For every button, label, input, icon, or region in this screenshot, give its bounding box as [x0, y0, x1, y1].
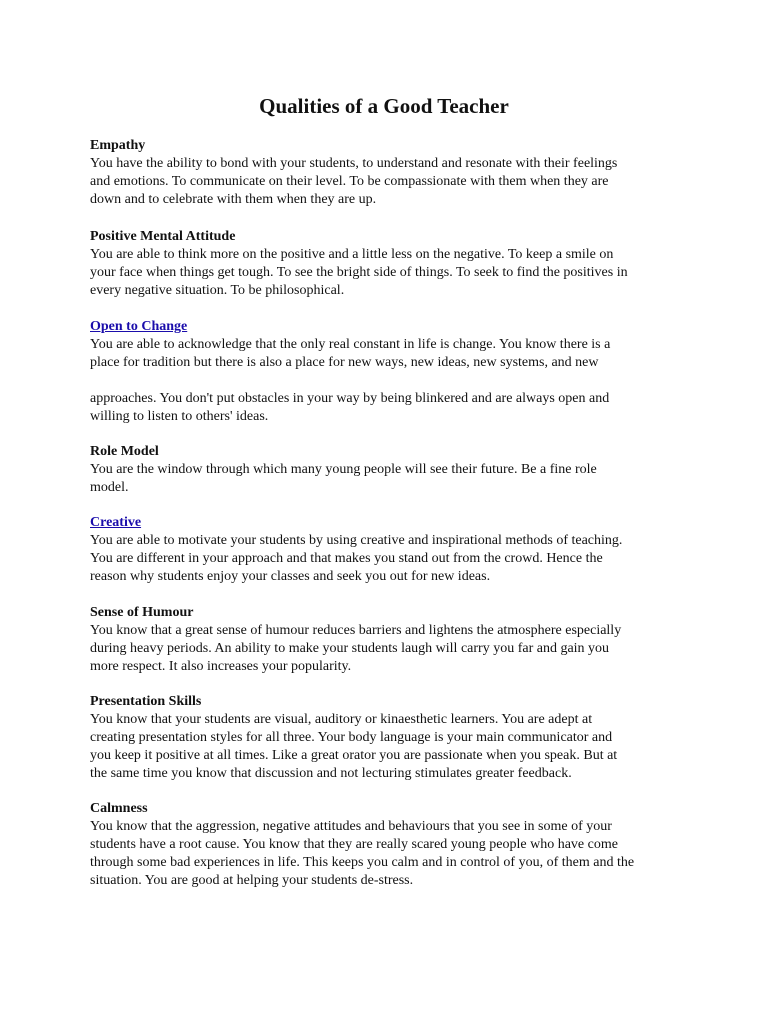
open-to-change-link[interactable]: Open to Change [90, 319, 188, 334]
body-line: every negative situation. To be philosophical. [90, 283, 345, 298]
body-line: You have the ability to bond with your students, to understand and resonate with their feelings [90, 156, 618, 171]
body-line: You know that a great sense of humour reduces barriers and lightens the atmosphere especially [90, 623, 622, 638]
body-line: creating presentation styles for all three. Your body language is your main communicator and [90, 730, 613, 745]
body-line: You are different in your approach and that makes you stand out from the crowd. Hence the [90, 551, 603, 566]
section-heading-presentation-skills: Presentation Skills [90, 694, 202, 709]
body-line: approaches. You don't put obstacles in your way by being blinkered and are always open and [90, 391, 610, 406]
section-presentation-skills [90, 693, 690, 783]
page-title: Qualities of a Good Teacher [259, 94, 509, 118]
body-line: place for tradition but there is also a place for new ways, new ideas, new systems, and new [90, 355, 599, 370]
body-line: and emotions. To communicate on their level. To be compassionate with them when they are [90, 174, 609, 189]
section-heading-calmness: Calmness [90, 801, 148, 816]
creative-link[interactable]: Creative [90, 515, 142, 530]
body-line: You know that the aggression, negative attitudes and behaviours that you see in some of your [90, 819, 612, 834]
body-line: you keep it positive at all times. Like a great orator you are passionate when you speak. But at [90, 748, 618, 763]
section-heading-positive-mental-attitude: Positive Mental Attitude [90, 229, 236, 244]
body-line: more respect. It also increases your popularity. [90, 659, 352, 674]
section-open-to-change [90, 318, 690, 426]
body-line: You are the window through which many young people will see their future. Be a fine role [90, 462, 597, 477]
body-line: down and to celebrate with them when they are up. [90, 192, 377, 207]
section-heading-sense-of-humour: Sense of Humour [90, 605, 194, 620]
body-line: model. [90, 480, 129, 495]
body-line: You are able to motivate your students by using creative and inspirational methods of teaching. [90, 533, 623, 548]
body-line: during heavy periods. An ability to make your students laugh will carry you far and gain you [90, 641, 610, 656]
section-sense-of-humour [90, 604, 690, 676]
body-line: You are able to acknowledge that the only real constant in life is change. You know there is a [90, 337, 611, 352]
section-positive-mental-attitude [90, 228, 690, 300]
section-calmness [90, 800, 690, 890]
body-line: You are able to think more on the positive and a little less on the negative. To keep a smile on [90, 247, 614, 262]
section-creative [90, 514, 690, 586]
body-line: through some bad experiences in life. This keeps you calm and in control of you, of them and the [90, 855, 635, 870]
section-heading-empathy: Empathy [90, 138, 146, 153]
body-line: the same time you know that discussion and not lecturing stimulates greater feedback. [90, 766, 572, 781]
body-line: reason why students enjoy your classes and seek you out for new ideas. [90, 569, 491, 584]
body-line: your face when things get tough. To see the bright side of things. To seek to find the positives in [90, 265, 628, 280]
body-line: situation. You are good at helping your students de-stress. [90, 873, 414, 888]
body-line: students have a root cause. You know that they are really scared young people who have come [90, 837, 618, 852]
section-heading-role-model: Role Model [90, 444, 159, 459]
section-empathy [90, 137, 690, 209]
body-line: You know that your students are visual, auditory or kinaesthetic learners. You are adept at [90, 712, 593, 727]
section-role-model [90, 443, 690, 497]
body-line: willing to listen to others' ideas. [90, 409, 269, 424]
